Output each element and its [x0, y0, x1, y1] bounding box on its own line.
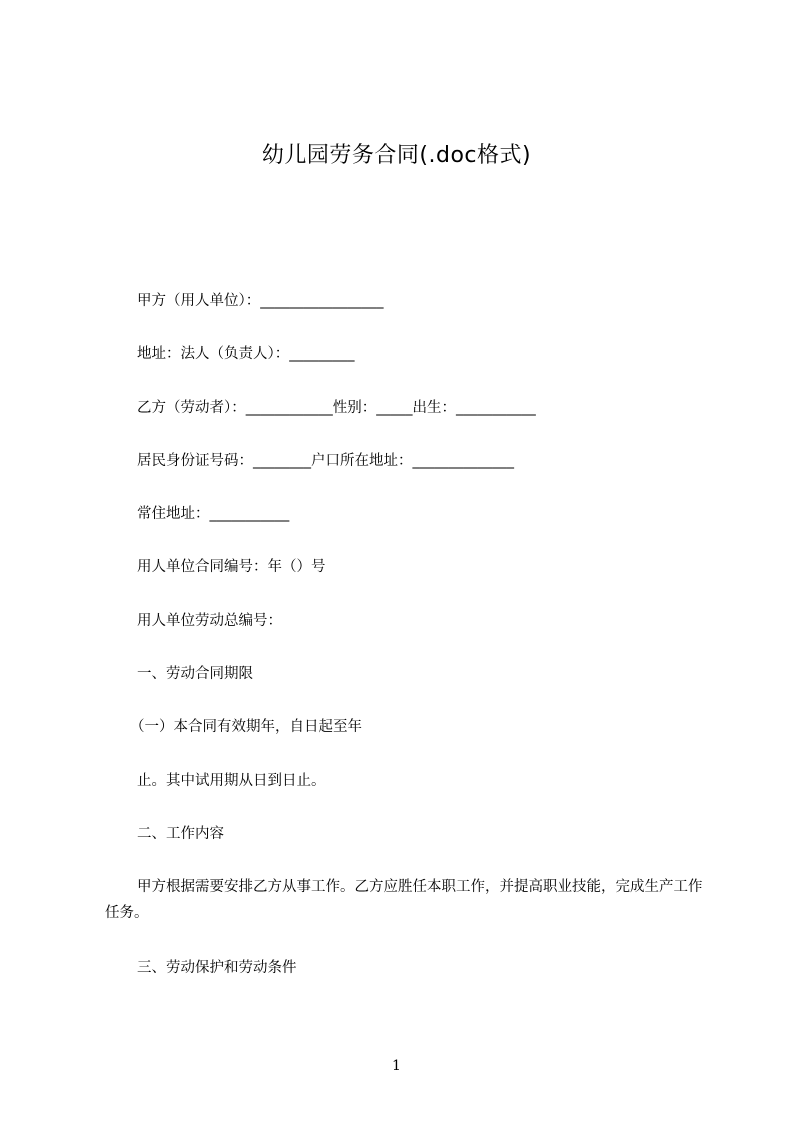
section-3-heading: 三、劳动保护和劳动条件 [137, 960, 297, 976]
section-2-paragraph: 甲方根据需要安排乙方从事工作。乙方应胜任本职工作，并提高职业技能，完成生产工作任务。 [105, 879, 703, 921]
party-b-line: 乙方（劳动者）：____________性别：_____出生：___________ [137, 400, 536, 416]
labor-total-number-line: 用人单位劳动总编号： [137, 613, 282, 629]
address-legal-line: 地址：法人（负责人）：_________ [137, 346, 355, 362]
page-number: 1 [392, 1058, 401, 1074]
residence-line: 常住地址：___________ [137, 506, 290, 522]
contract-number-line: 用人单位合同编号：年（）号 [137, 559, 326, 575]
section-1-item-1-continued: 止。其中试用期从日到日止。 [137, 773, 326, 789]
section-1-heading: 一、劳动合同期限 [137, 666, 253, 682]
party-a-line: 甲方（用人单位）：_________________ [137, 293, 384, 309]
id-number-line: 居民身份证号码：________户口所在地址：______________ [137, 453, 514, 469]
document-title: 幼儿园劳务合同(.doc格式) [261, 143, 532, 168]
section-1-item-1: （一）本合同有效期年，自日起至年 [130, 719, 362, 735]
section-2-heading: 二、工作内容 [137, 826, 224, 842]
